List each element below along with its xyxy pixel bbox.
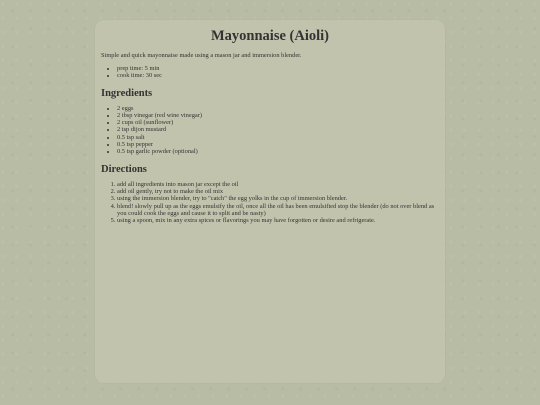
- list-item: • 2 tbsp vinegar (red wine vinegar): [117, 112, 439, 119]
- list-item: • 0.5 tsp salt: [117, 134, 439, 141]
- recipe-description: Simple and quick mayonnaise made using a mason jar and immersion blender.: [101, 52, 302, 59]
- directions-list: [101, 181, 439, 225]
- recipe-meta-list: [101, 65, 439, 80]
- list-item-cook-time: • cook time: 30 sec: [117, 72, 439, 79]
- list-item: 3. using the immersion blender, try to "catch" the egg yolks in the cup of immersion blender.: [117, 195, 439, 202]
- ingredients-heading: Ingredients: [101, 87, 153, 99]
- list-item: • 2 cups oil (sunflower): [117, 119, 439, 126]
- ingredients-list: [101, 105, 439, 156]
- recipe-card: [95, 20, 445, 383]
- list-item: • 2 eggs: [117, 105, 439, 112]
- list-item-prep-time: • prep time: 5 min: [117, 65, 439, 72]
- list-item: 2. add oil gently, try not to make the oil mix: [117, 188, 439, 195]
- list-item: 4. blend! slowly pull up as the eggs emulsify the oil, once all the oil has been emulsified stop the blender (do not over blend as you could cook the eggs and cause it to split and be nasty): [117, 203, 439, 218]
- list-item: 5. using a spoon, mix in any extra spices or flavorings you may have forgotten or desire and refrigerate.: [117, 217, 439, 224]
- directions-heading: Directions: [101, 163, 147, 175]
- page-title: Mayonnaise (Aioli): [210, 28, 329, 44]
- list-item: • 0.5 tsp garlic powder (optional): [117, 148, 439, 155]
- list-item: • 2 tsp dijon mustard: [117, 126, 439, 133]
- list-item: • 0.5 tsp pepper: [117, 141, 439, 148]
- list-item: 1. add all ingredients into mason jar except the oil: [117, 181, 439, 188]
